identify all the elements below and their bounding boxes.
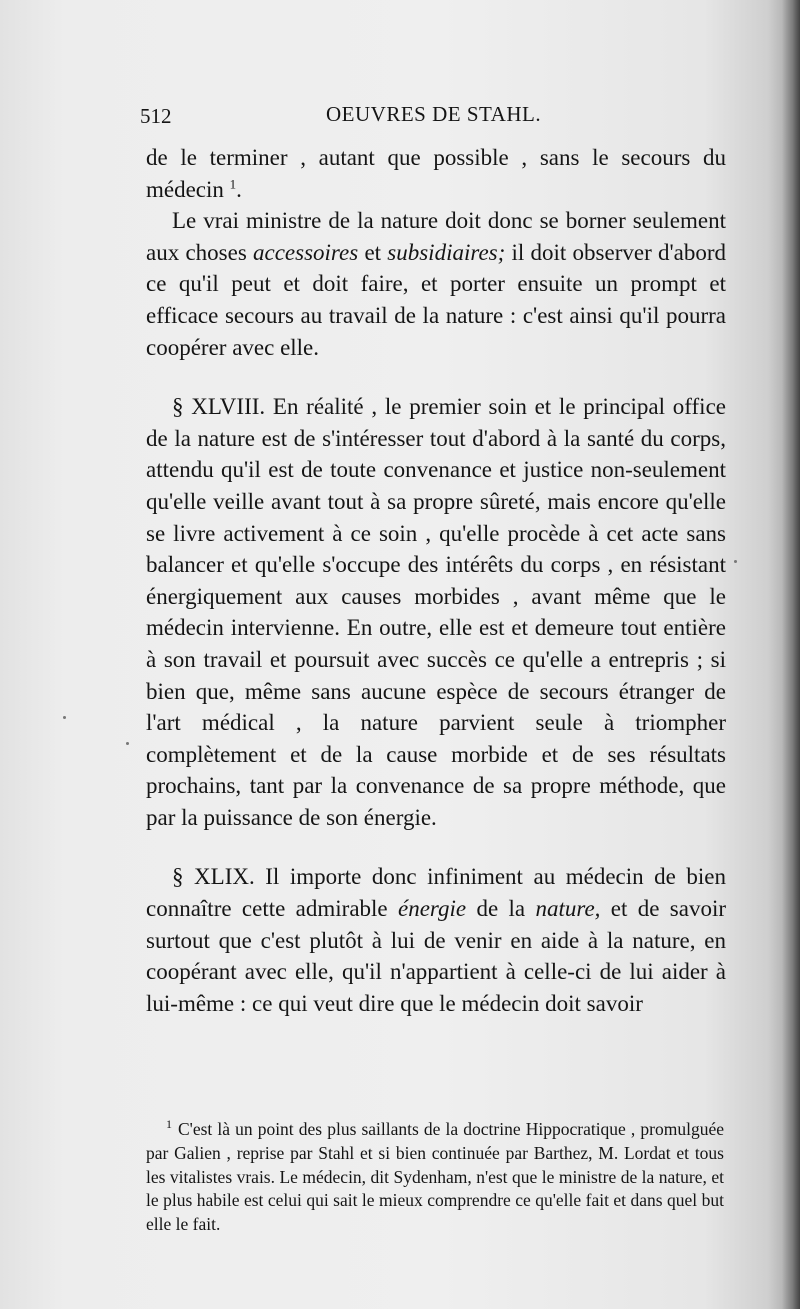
- footnote: [146, 1118, 724, 1237]
- page-number: 512: [140, 104, 172, 128]
- section-number: § XLIX.: [172, 864, 255, 890]
- paragraph-text-end: .: [236, 176, 242, 202]
- paper-speck: [63, 716, 66, 719]
- paragraph-text: Il importe donc infiniment au médecin de bien connaître cette admirable: [146, 864, 726, 922]
- footnote-text: C'est là un point des plus saillants de la doctrine Hippocratique , promulguée par Galien , reprise par Stahl et si bien continuée par Barthez, M. Lordat et tous les vitalistes vrais. Le médecin, dit Sydenham, n'est que le ministre de la nature, et le plus habile est celui qui sait le mieux comprendre ce qu'elle fait et dans quel but elle le fait.: [146, 1119, 724, 1235]
- paragraph-gap: [146, 363, 726, 391]
- emphasis-subsidiaires: subsidiaires;: [387, 239, 506, 265]
- paragraph-gap: [146, 833, 726, 861]
- body-text: [146, 142, 726, 1019]
- section-number: § XLVIII.: [172, 394, 266, 420]
- paragraph-text: de la: [466, 896, 536, 922]
- paragraph-minister: [146, 205, 726, 363]
- footnote-reference: 1: [229, 175, 237, 191]
- section-xlviii: [146, 391, 726, 833]
- paragraph-text: et: [358, 239, 388, 265]
- running-title: OEUVRES DE STAHL.: [326, 102, 542, 126]
- paragraph-text: En réalité , le premier soin et le principal office de la nature est de s'intéresser tout d'abord à la santé du corps, attendu qu'il est de toute convenance et justice non-seulement qu'elle veille avant tout à sa propre sûreté, mais encore qu'elle se livre activement à ce soin , qu'elle procède à cet acte sans balancer et qu'elle s'occupe des intérêts du corps , en résistant énergiquement aux causes morbides , avant même que le médecin intervienne. En outre, elle est et demeure tout entière à son travail et poursuit avec succès ce qu'elle a entrepris ; si bien que, même sans aucune espèce de secours étranger de l'art médical , la nature parvient seule à triompher complètement et de la cause morbide et de ses résultats prochains, tant par la convenance de sa propre méthode, que par la puissance de son énergie.: [146, 394, 726, 830]
- page-header: [140, 100, 740, 136]
- paragraph-text: et de savoir surtout que c'est plutôt à lui de venir en aide à la nature, en coopérant avec elle, qu'il n'appartient à celle-ci de lui aider à lui-même : ce qui veut dire que le médecin doit savoir: [146, 896, 726, 1016]
- emphasis-accessoires: accessoires: [253, 239, 359, 265]
- paragraph-text: il doit observer d'abord ce qu'il peut et doit faire, et porter ensuite un prompt et efficace secours au travail de la nature : c'est ainsi qu'il pourra coopérer avec elle.: [146, 239, 726, 360]
- emphasis-nature: nature,: [535, 896, 601, 922]
- paragraph-text: de le terminer , autant que possible , sans le secours du médecin: [146, 145, 726, 202]
- paragraph-text: Le vrai ministre de la nature doit donc se borner seulement aux choses: [146, 208, 726, 265]
- paper-speck: [126, 742, 129, 745]
- paper-speck: [734, 560, 737, 563]
- footnote-mark: 1: [166, 1117, 172, 1132]
- paragraph-continuation: [146, 142, 726, 205]
- section-xlix: [146, 861, 726, 1019]
- emphasis-energie: énergie: [397, 896, 467, 922]
- page-spine-shadow: [782, 0, 800, 1309]
